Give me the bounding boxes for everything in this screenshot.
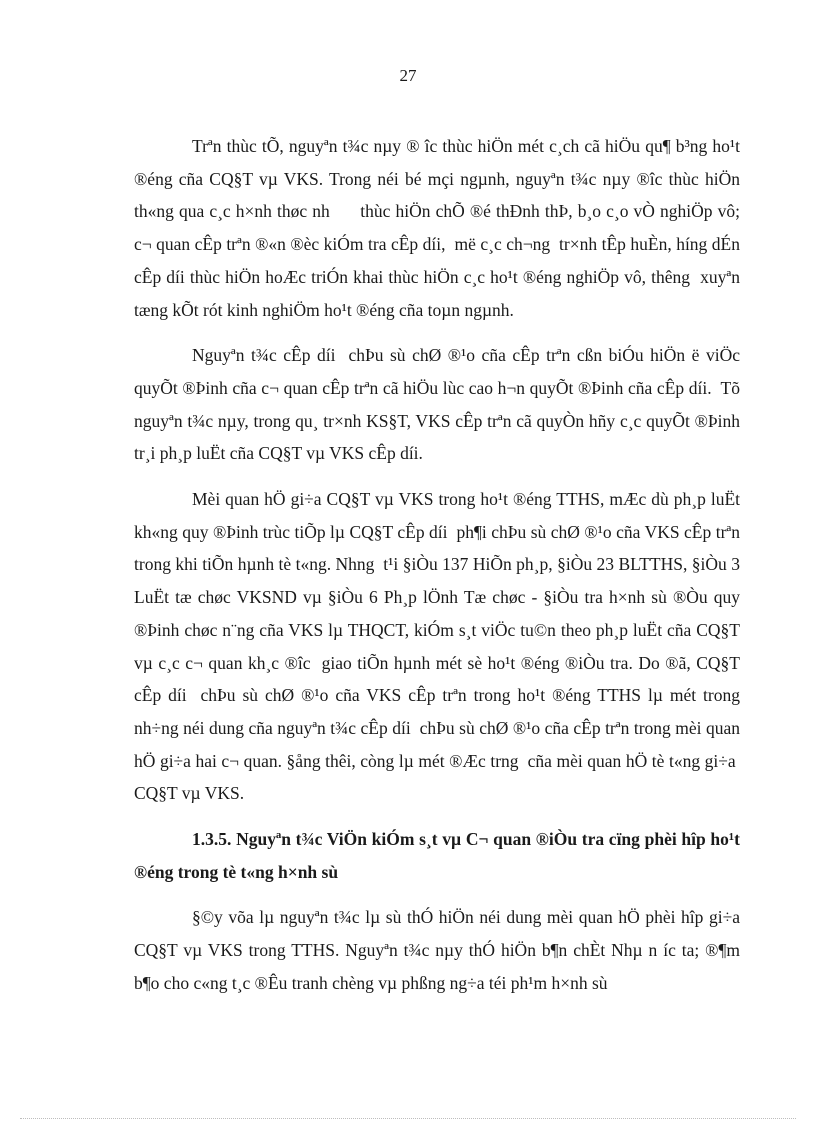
paragraph: Mèi quan hÖ gi÷a CQ§T vµ VKS trong ho¹t ®éng TTHS, mÆc dù ph¸p luËt kh«ng quy ®Þinh trùc tiÕp lµ CQ§T cÊp díi ph¶i chÞu sù chØ ®¹o cña VKS cÊp trªn trong khi tiÕn hµnh tè t«ng. Nhng t¹i §iÒu 137 HiÕn ph¸p, §iÒu 23 BLTTHS, §iÒu 3 LuËt tæ chøc VKSND vµ §iÒu 6 Ph¸p lÖnh Tæ chøc - §iÒu tra h×nh sù ®Òu quy ®Þinh chøc n¨ng cña VKS lµ THQCT, kiÓm s¸t viÖc tu©n theo ph¸p luËt cña CQ§T vµ c¸c c¬ quan kh¸c ®îc giao tiÕn hµnh mét sè ho¹t ®éng ®iÒu tra. Do ®ã, CQ§T cÊp díi chÞu sù chØ ®¹o cña VKS cÊp trªn trong ho¹t ®éng TTHS lµ mét trong nh÷ng néi dung cña nguyªn t¾c cÊp díi chÞu sù chØ ®¹o cña cÊp trªn trong mèi quan hÖ gi÷a hai c¬ quan. §ång thêi, còng lµ mét ®Æc trng cña mèi quan hÖ tè t«ng gi÷a CQ§T vµ VKS. bbox=[134, 489, 740, 804]
page-number: 27 bbox=[399, 66, 417, 85]
page-bottom-border bbox=[20, 1118, 796, 1119]
section-heading: 1.3.5. Nguyªn t¾c ViÖn kiÓm s¸t vµ C¬ quan ®iÒu tra cïng phèi hîp ho¹t ®éng trong tè t«ng h×nh sù bbox=[134, 829, 740, 882]
paragraph: Trªn thùc tÕ, nguyªn t¾c nµy ® îc thùc hiÖn mét c¸ch cã hiÖu qu¶ b³ng ho¹t ®éng cña CQ§T vµ VKS. Trong néi bé mçi ngµnh, nguyªn t¾c nµy ®îc thùc hiÖn th«ng qua c¸c h×nh thøc nh thùc hiÖn chÕ ®é thÐnh thÞ, b¸o c¸o vÒ nghiÖp vô; c¬ quan cÊp trªn ®«n ®èc kiÓm tra cÊp díi, më c¸c ch¬ng tr×nh tÊp huÈn, híng dÉn cÊp díi thùc hiÖn hoÆc triÓn khai thùc hiÖn c¸c ho¹t ®éng nghiÖp vô, thêng xuyªn tæng kÕt rót kinh nghiÖm ho¹t ®éng cña toµn ngµnh. bbox=[134, 136, 740, 320]
paragraph: Nguyªn t¾c cÊp díi chÞu sù chØ ®¹o cña cÊp trªn cßn biÓu hiÖn ë viÖc quyÕt ®Þinh cña c¬ quan cÊp trªn cã hiÖu lùc cao h¬n quyÕt ®Þinh cña cÊp díi. Tõ nguyªn t¾c nµy, trong qu¸ tr×nh KS§T, VKS cÊp trªn cã quyÒn hñy c¸c quyÕt ®Þinh tr¸i ph¸p luËt cña CQ§T vµ VKS cÊp díi. bbox=[134, 345, 740, 464]
document-body bbox=[134, 130, 740, 1013]
paragraph: §©y võa lµ nguyªn t¾c lµ sù thÓ hiÖn néi dung mèi quan hÖ phèi hîp gi÷a CQ§T vµ VKS trong TTHS. Nguyªn t¾c nµy thÓ hiÖn b¶n chÈt Nhµ n íc ta; ®¶m b¶o cho c«ng t¸c ®Êu tranh chèng vµ phßng ng÷a téi ph¹m h×nh sù bbox=[134, 907, 740, 993]
